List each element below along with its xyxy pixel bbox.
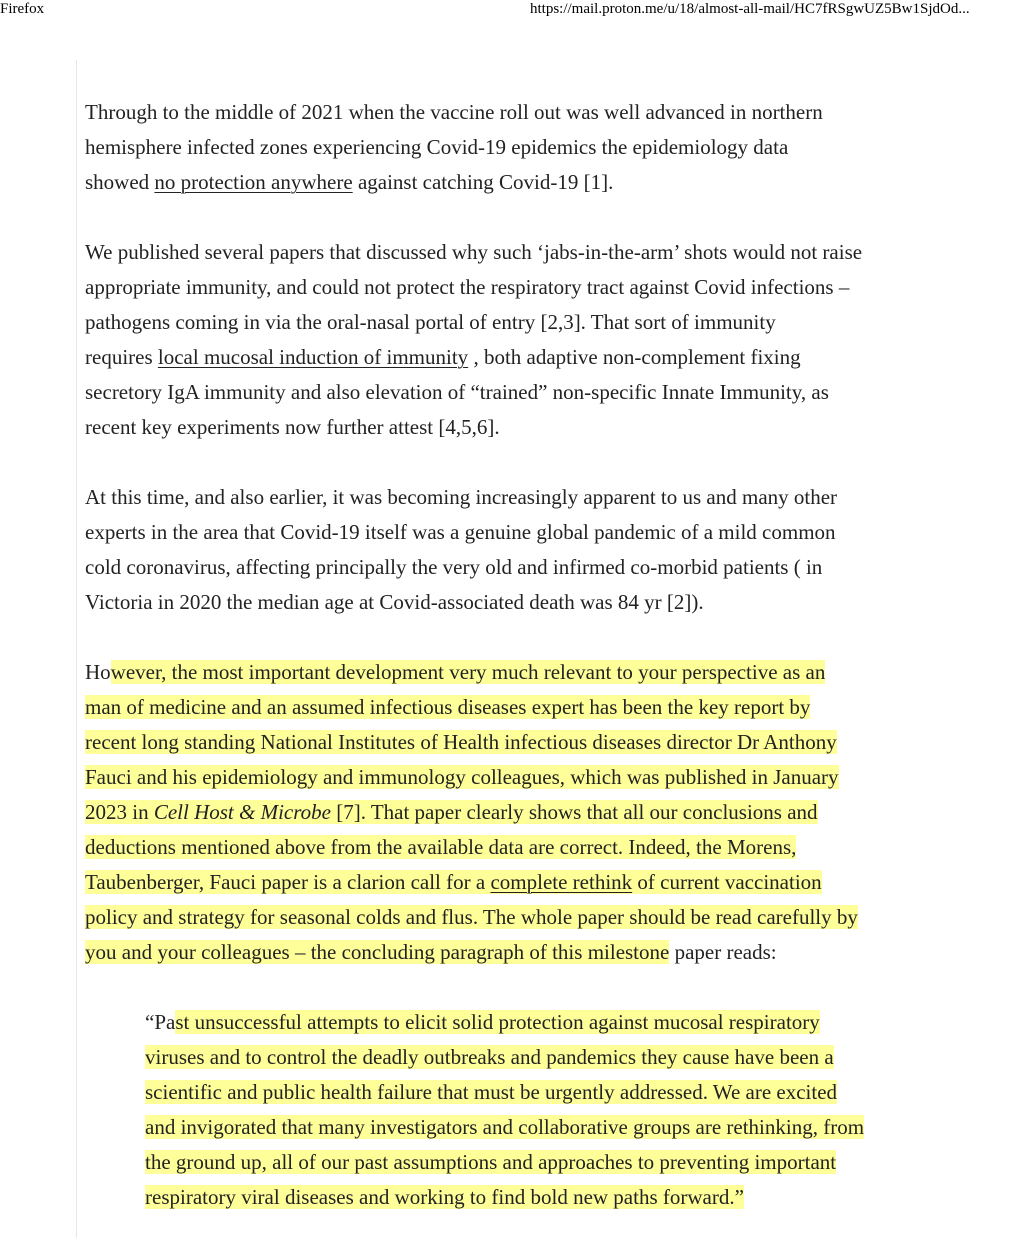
text-line: Fauci and his epidemiology and immunology colleagues, which was published in January [85,765,839,789]
text-line: requires local mucosal induction of immunity , both adaptive non-complement fixing [85,345,801,369]
text-line: appropriate immunity, and could not protect the respiratory tract against Covid infections – [85,275,850,299]
text-line: scientific and public health failure that must be urgently addressed. We are excited [145,1080,838,1104]
text-line: We published several papers that discussed why such ‘jabs-in-the-arm’ shots would not raise [85,240,863,264]
text-line: Victoria in 2020 the median age at Covid-associated death was 84 yr [2]). [85,590,704,614]
journal-title: Cell Host & Microbe [153,800,331,824]
text-line: secretory IgA immunity and also elevation of “trained” non-specific Innate Immunity, as [85,380,829,404]
text-line: showed no protection anywhere against catching Covid-19 [1]. [85,170,614,194]
link-complete-rethink[interactable]: complete rethink [490,870,633,894]
browser-app-name: Firefox [0,1,45,17]
link-local-mucosal-induction[interactable]: local mucosal induction of immunity [157,345,469,369]
text-line: man of medicine and an assumed infectious diseases expert has been the key report by [85,695,811,719]
text-line: At this time, and also earlier, it was becoming increasingly apparent to us and many other [85,485,838,509]
browser-titlebar [0,0,1020,22]
text-line: 2023 in Cell Host & Microbe [7]. That paper clearly shows that all our conclusions and [85,800,818,824]
text-line: and invigorated that many investigators and collaborative groups are rethinking, from [145,1115,865,1139]
email-body [85,95,965,1238]
text-line: the ground up, all of our past assumptions and approaches to preventing important [145,1150,837,1174]
paragraph-3 [85,480,965,620]
text-line: hemisphere infected zones experiencing Covid-19 epidemics the epidemiology data [85,135,789,159]
text-line: Through to the middle of 2021 when the vaccine roll out was well advanced in northern [85,100,823,124]
text-line: viruses and to control the deadly outbreaks and pandemics they cause have been a [145,1045,834,1069]
paragraph-1 [85,95,965,200]
text-line: experts in the area that Covid-19 itself was a genuine global pandemic of a mild common [85,520,836,544]
text-line: policy and strategy for seasonal colds and flus. The whole paper should be read carefully by [85,905,858,929]
blockquote [145,1005,965,1215]
text-line: recent key experiments now further attest [4,5,6]. [85,415,500,439]
paragraph-4-highlighted [85,655,965,970]
address-bar-url[interactable]: https://mail.proton.me/u/18/almost-all-mail/HC7fRSgwUZ5Bw1SjdOd... [530,1,970,17]
text-line: However, the most important development very much relevant to your perspective as an [85,660,826,684]
text-line: “Past unsuccessful attempts to elicit solid protection against mucosal respiratory [145,1010,820,1034]
link-no-protection-anywhere[interactable]: no protection anywhere [154,170,353,194]
text-line: pathogens coming in via the oral-nasal portal of entry [2,3]. That sort of immunity [85,310,776,334]
text-line: Taubenberger, Fauci paper is a clarion call for a complete rethink of current vaccination [85,870,822,894]
paragraph-2 [85,235,965,445]
text-line: deductions mentioned above from the available data are correct. Indeed, the Morens, [85,835,797,859]
text-line: recent long standing National Institutes of Health infectious diseases director Dr Anthony [85,730,837,754]
text-line: cold coronavirus, affecting principally the very old and infirmed co-morbid patients ( in [85,555,823,579]
text-line: you and your colleagues – the concluding paragraph of this milestone paper reads: [85,940,777,964]
message-left-border [76,60,77,1238]
text-line: respiratory viral diseases and working to find bold new paths forward.” [145,1185,744,1209]
